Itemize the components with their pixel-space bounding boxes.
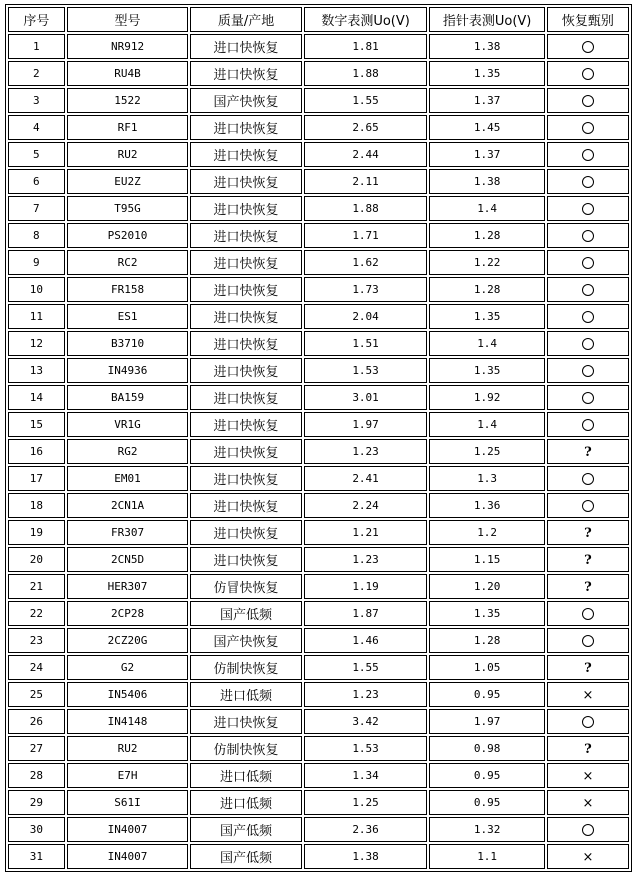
circle-mark-icon	[582, 635, 594, 647]
digital-voltage-cell: 1.38	[304, 844, 428, 869]
model-cell: E7H	[67, 763, 189, 788]
circle-mark-icon	[582, 500, 594, 512]
quality-origin-cell: 进口快恢复	[190, 142, 301, 167]
recovery-mark-cell	[547, 169, 629, 194]
model-cell: IN4148	[67, 709, 189, 734]
analog-voltage-cell: 0.95	[429, 790, 545, 815]
serial-number-cell: 16	[8, 439, 65, 464]
header-digital-meter-voltage: 数字表测Uo(V)	[304, 7, 428, 32]
model-cell: 1522	[67, 88, 189, 113]
table-row	[8, 682, 629, 707]
circle-mark-icon	[582, 473, 594, 485]
serial-number-cell: 19	[8, 520, 65, 545]
digital-voltage-cell: 1.97	[304, 412, 428, 437]
table-row	[8, 88, 629, 113]
quality-origin-cell: 进口快恢复	[190, 358, 301, 383]
digital-voltage-cell: 1.55	[304, 88, 428, 113]
quality-origin-cell: 进口快恢复	[190, 331, 301, 356]
quality-origin-cell: 进口快恢复	[190, 385, 301, 410]
analog-voltage-cell: 1.37	[429, 88, 545, 113]
circle-mark-icon	[582, 716, 594, 728]
analog-voltage-cell: 1.2	[429, 520, 545, 545]
digital-voltage-cell: 1.53	[304, 358, 428, 383]
recovery-mark-cell	[547, 493, 629, 518]
analog-voltage-cell: 1.20	[429, 574, 545, 599]
serial-number-cell: 28	[8, 763, 65, 788]
cross-mark-icon: ×	[582, 687, 594, 703]
digital-voltage-cell: 1.21	[304, 520, 428, 545]
model-cell: NR912	[67, 34, 189, 59]
table-header	[8, 7, 629, 32]
digital-voltage-cell: 2.44	[304, 142, 428, 167]
model-cell: 2CN1A	[67, 493, 189, 518]
quality-origin-cell: 国产快恢复	[190, 88, 301, 113]
table-row	[8, 223, 629, 248]
serial-number-cell: 25	[8, 682, 65, 707]
table-row	[8, 547, 629, 572]
quality-origin-cell: 进口低频	[190, 682, 301, 707]
recovery-mark-cell	[547, 601, 629, 626]
serial-number-cell: 7	[8, 196, 65, 221]
analog-voltage-cell: 1.97	[429, 709, 545, 734]
digital-voltage-cell: 1.46	[304, 628, 428, 653]
recovery-mark-cell	[547, 250, 629, 275]
recovery-mark-cell	[547, 574, 629, 599]
circle-mark-icon	[582, 230, 594, 242]
digital-voltage-cell: 1.51	[304, 331, 428, 356]
recovery-mark-cell	[547, 547, 629, 572]
circle-mark-icon	[582, 824, 594, 836]
diode-test-table-wrapper	[5, 4, 632, 872]
model-cell: RF1	[67, 115, 189, 140]
quality-origin-cell: 仿冒快恢复	[190, 574, 301, 599]
model-cell: IN4007	[67, 817, 189, 842]
digital-voltage-cell: 3.01	[304, 385, 428, 410]
recovery-mark-cell	[547, 142, 629, 167]
serial-number-cell: 17	[8, 466, 65, 491]
table-row	[8, 520, 629, 545]
question-mark-icon: ?	[584, 579, 592, 595]
digital-voltage-cell: 2.65	[304, 115, 428, 140]
recovery-mark-cell	[547, 655, 629, 680]
circle-mark-icon	[582, 149, 594, 161]
quality-origin-cell: 进口低频	[190, 790, 301, 815]
table-row	[8, 790, 629, 815]
table-row	[8, 142, 629, 167]
circle-mark-icon	[582, 338, 594, 350]
quality-origin-cell: 进口快恢复	[190, 304, 301, 329]
table-row	[8, 358, 629, 383]
digital-voltage-cell: 2.36	[304, 817, 428, 842]
serial-number-cell: 3	[8, 88, 65, 113]
question-mark-icon: ?	[584, 741, 592, 757]
serial-number-cell: 31	[8, 844, 65, 869]
model-cell: FR158	[67, 277, 189, 302]
model-cell: T95G	[67, 196, 189, 221]
model-cell: IN4007	[67, 844, 189, 869]
table-body	[8, 34, 629, 869]
table-row	[8, 763, 629, 788]
question-mark-icon: ?	[584, 552, 592, 568]
serial-number-cell: 6	[8, 169, 65, 194]
circle-mark-icon	[582, 176, 594, 188]
quality-origin-cell: 进口快恢复	[190, 250, 301, 275]
recovery-mark-cell	[547, 223, 629, 248]
recovery-mark-cell	[547, 277, 629, 302]
serial-number-cell: 26	[8, 709, 65, 734]
analog-voltage-cell: 1.35	[429, 358, 545, 383]
model-cell: S61I	[67, 790, 189, 815]
recovery-mark-cell	[547, 358, 629, 383]
recovery-mark-cell	[547, 736, 629, 761]
analog-voltage-cell: 1.37	[429, 142, 545, 167]
analog-voltage-cell: 1.92	[429, 385, 545, 410]
recovery-mark-cell	[547, 34, 629, 59]
analog-voltage-cell: 1.4	[429, 331, 545, 356]
analog-voltage-cell: 1.4	[429, 412, 545, 437]
quality-origin-cell: 进口快恢复	[190, 223, 301, 248]
table-row	[8, 709, 629, 734]
table-row	[8, 628, 629, 653]
model-cell: BA159	[67, 385, 189, 410]
analog-voltage-cell: 1.28	[429, 223, 545, 248]
recovery-mark-cell	[547, 844, 629, 869]
analog-voltage-cell: 0.95	[429, 682, 545, 707]
question-mark-icon: ?	[584, 444, 592, 460]
serial-number-cell: 22	[8, 601, 65, 626]
model-cell: FR307	[67, 520, 189, 545]
table-row	[8, 277, 629, 302]
recovery-mark-cell	[547, 466, 629, 491]
model-cell: VR1G	[67, 412, 189, 437]
recovery-mark-cell	[547, 682, 629, 707]
digital-voltage-cell: 1.55	[304, 655, 428, 680]
recovery-mark-cell	[547, 304, 629, 329]
recovery-mark-cell	[547, 115, 629, 140]
digital-voltage-cell: 1.88	[304, 196, 428, 221]
model-cell: ES1	[67, 304, 189, 329]
quality-origin-cell: 进口快恢复	[190, 547, 301, 572]
digital-voltage-cell: 1.19	[304, 574, 428, 599]
recovery-mark-cell	[547, 439, 629, 464]
table-row	[8, 844, 629, 869]
model-cell: 2CN5D	[67, 547, 189, 572]
digital-voltage-cell: 2.11	[304, 169, 428, 194]
serial-number-cell: 24	[8, 655, 65, 680]
digital-voltage-cell: 1.88	[304, 61, 428, 86]
recovery-mark-cell	[547, 61, 629, 86]
circle-mark-icon	[582, 392, 594, 404]
table-row	[8, 304, 629, 329]
table-row	[8, 385, 629, 410]
serial-number-cell: 14	[8, 385, 65, 410]
digital-voltage-cell: 1.81	[304, 34, 428, 59]
analog-voltage-cell: 1.22	[429, 250, 545, 275]
table-row	[8, 736, 629, 761]
recovery-mark-cell	[547, 709, 629, 734]
model-cell: EU2Z	[67, 169, 189, 194]
model-cell: 2CZ20G	[67, 628, 189, 653]
cross-mark-icon: ×	[582, 768, 594, 784]
table-row	[8, 601, 629, 626]
serial-number-cell: 11	[8, 304, 65, 329]
quality-origin-cell: 国产低频	[190, 817, 301, 842]
table-row	[8, 169, 629, 194]
circle-mark-icon	[582, 122, 594, 134]
digital-voltage-cell: 1.73	[304, 277, 428, 302]
serial-number-cell: 20	[8, 547, 65, 572]
serial-number-cell: 13	[8, 358, 65, 383]
model-cell: G2	[67, 655, 189, 680]
model-cell: RC2	[67, 250, 189, 275]
digital-voltage-cell: 1.23	[304, 547, 428, 572]
table-row	[8, 655, 629, 680]
digital-voltage-cell: 2.41	[304, 466, 428, 491]
quality-origin-cell: 进口快恢复	[190, 412, 301, 437]
digital-voltage-cell: 1.23	[304, 439, 428, 464]
circle-mark-icon	[582, 95, 594, 107]
digital-voltage-cell: 1.34	[304, 763, 428, 788]
quality-origin-cell: 进口低频	[190, 763, 301, 788]
analog-voltage-cell: 1.32	[429, 817, 545, 842]
digital-voltage-cell: 1.87	[304, 601, 428, 626]
diode-test-table	[5, 4, 632, 872]
quality-origin-cell: 进口快恢复	[190, 196, 301, 221]
recovery-mark-cell	[547, 385, 629, 410]
recovery-mark-cell	[547, 790, 629, 815]
circle-mark-icon	[582, 68, 594, 80]
digital-voltage-cell: 1.23	[304, 682, 428, 707]
recovery-mark-cell	[547, 196, 629, 221]
question-mark-icon: ?	[584, 660, 592, 676]
circle-mark-icon	[582, 419, 594, 431]
quality-origin-cell: 国产低频	[190, 844, 301, 869]
header-row	[8, 7, 629, 32]
analog-voltage-cell: 1.38	[429, 34, 545, 59]
analog-voltage-cell: 0.95	[429, 763, 545, 788]
serial-number-cell: 8	[8, 223, 65, 248]
analog-voltage-cell: 1.28	[429, 628, 545, 653]
analog-voltage-cell: 1.05	[429, 655, 545, 680]
table-row	[8, 115, 629, 140]
quality-origin-cell: 进口快恢复	[190, 277, 301, 302]
quality-origin-cell: 进口快恢复	[190, 115, 301, 140]
cross-mark-icon: ×	[582, 849, 594, 865]
recovery-mark-cell	[547, 412, 629, 437]
header-serial-number: 序号	[8, 7, 65, 32]
analog-voltage-cell: 1.45	[429, 115, 545, 140]
quality-origin-cell: 进口快恢复	[190, 61, 301, 86]
table-row	[8, 331, 629, 356]
digital-voltage-cell: 3.42	[304, 709, 428, 734]
serial-number-cell: 9	[8, 250, 65, 275]
quality-origin-cell: 进口快恢复	[190, 709, 301, 734]
analog-voltage-cell: 1.25	[429, 439, 545, 464]
analog-voltage-cell: 1.3	[429, 466, 545, 491]
circle-mark-icon	[582, 311, 594, 323]
quality-origin-cell: 国产低频	[190, 601, 301, 626]
recovery-mark-cell	[547, 331, 629, 356]
table-row	[8, 34, 629, 59]
serial-number-cell: 15	[8, 412, 65, 437]
header-model: 型号	[67, 7, 189, 32]
digital-voltage-cell: 1.71	[304, 223, 428, 248]
quality-origin-cell: 进口快恢复	[190, 520, 301, 545]
header-analog-meter-voltage: 指针表测Uo(V)	[429, 7, 545, 32]
model-cell: EM01	[67, 466, 189, 491]
digital-voltage-cell: 1.62	[304, 250, 428, 275]
table-row	[8, 412, 629, 437]
analog-voltage-cell: 1.35	[429, 304, 545, 329]
cross-mark-icon: ×	[582, 795, 594, 811]
analog-voltage-cell: 1.28	[429, 277, 545, 302]
quality-origin-cell: 进口快恢复	[190, 493, 301, 518]
serial-number-cell: 30	[8, 817, 65, 842]
model-cell: HER307	[67, 574, 189, 599]
recovery-mark-cell	[547, 817, 629, 842]
circle-mark-icon	[582, 41, 594, 53]
digital-voltage-cell: 1.53	[304, 736, 428, 761]
recovery-mark-cell	[547, 88, 629, 113]
serial-number-cell: 23	[8, 628, 65, 653]
analog-voltage-cell: 0.98	[429, 736, 545, 761]
quality-origin-cell: 仿制快恢复	[190, 736, 301, 761]
analog-voltage-cell: 1.38	[429, 169, 545, 194]
model-cell: IN5406	[67, 682, 189, 707]
table-row	[8, 61, 629, 86]
model-cell: RG2	[67, 439, 189, 464]
quality-origin-cell: 进口快恢复	[190, 169, 301, 194]
model-cell: RU4B	[67, 61, 189, 86]
serial-number-cell: 4	[8, 115, 65, 140]
circle-mark-icon	[582, 203, 594, 215]
table-row	[8, 466, 629, 491]
digital-voltage-cell: 1.25	[304, 790, 428, 815]
analog-voltage-cell: 1.35	[429, 61, 545, 86]
analog-voltage-cell: 1.15	[429, 547, 545, 572]
serial-number-cell: 5	[8, 142, 65, 167]
analog-voltage-cell: 1.35	[429, 601, 545, 626]
quality-origin-cell: 仿制快恢复	[190, 655, 301, 680]
table-row	[8, 574, 629, 599]
serial-number-cell: 18	[8, 493, 65, 518]
analog-voltage-cell: 1.4	[429, 196, 545, 221]
quality-origin-cell: 进口快恢复	[190, 439, 301, 464]
digital-voltage-cell: 2.04	[304, 304, 428, 329]
quality-origin-cell: 进口快恢复	[190, 466, 301, 491]
model-cell: B3710	[67, 331, 189, 356]
serial-number-cell: 10	[8, 277, 65, 302]
serial-number-cell: 29	[8, 790, 65, 815]
model-cell: RU2	[67, 736, 189, 761]
circle-mark-icon	[582, 284, 594, 296]
serial-number-cell: 27	[8, 736, 65, 761]
header-recovery-identification: 恢复甄别	[547, 7, 629, 32]
digital-voltage-cell: 2.24	[304, 493, 428, 518]
model-cell: RU2	[67, 142, 189, 167]
model-cell: 2CP28	[67, 601, 189, 626]
serial-number-cell: 1	[8, 34, 65, 59]
quality-origin-cell: 国产快恢复	[190, 628, 301, 653]
circle-mark-icon	[582, 257, 594, 269]
table-row	[8, 817, 629, 842]
recovery-mark-cell	[547, 628, 629, 653]
table-row	[8, 439, 629, 464]
recovery-mark-cell	[547, 763, 629, 788]
model-cell: IN4936	[67, 358, 189, 383]
table-row	[8, 493, 629, 518]
circle-mark-icon	[582, 365, 594, 377]
table-row	[8, 196, 629, 221]
model-cell: PS2010	[67, 223, 189, 248]
serial-number-cell: 12	[8, 331, 65, 356]
header-quality-origin: 质量/产地	[190, 7, 301, 32]
analog-voltage-cell: 1.1	[429, 844, 545, 869]
circle-mark-icon	[582, 608, 594, 620]
serial-number-cell: 2	[8, 61, 65, 86]
recovery-mark-cell	[547, 520, 629, 545]
table-row	[8, 250, 629, 275]
question-mark-icon: ?	[584, 525, 592, 541]
quality-origin-cell: 进口快恢复	[190, 34, 301, 59]
serial-number-cell: 21	[8, 574, 65, 599]
analog-voltage-cell: 1.36	[429, 493, 545, 518]
